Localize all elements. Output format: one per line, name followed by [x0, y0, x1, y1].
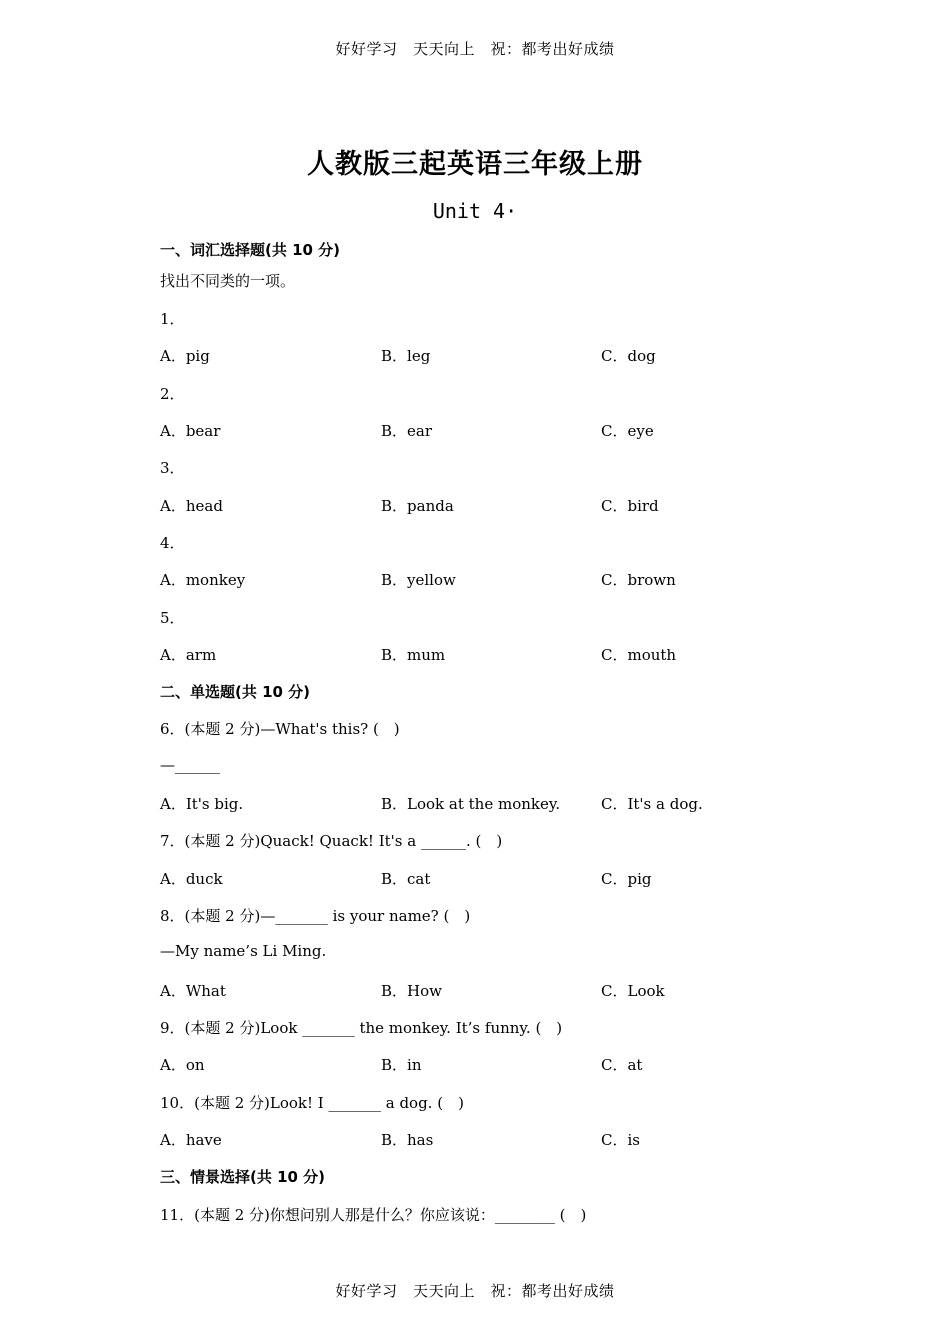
q5-option-a: A．arm	[160, 646, 217, 664]
q5-number: 5．	[160, 609, 185, 627]
q5-option-b: B．mum	[381, 646, 446, 664]
q5-option-c: C．mouth	[601, 646, 677, 664]
q2-number: 2．	[160, 385, 185, 403]
q4-option-b: B．yellow	[381, 571, 456, 589]
section3-heading: 三、情景选择(共 10 分)	[160, 1168, 326, 1186]
q7-option-a: A．duck	[160, 870, 223, 888]
q10-option-c: C．is	[601, 1131, 640, 1149]
q1-number: 1．	[160, 310, 185, 328]
page-footer: 好好学习 天天向上 祝：都考出好成绩	[335, 1282, 615, 1300]
q4-option-c: C．brown	[601, 571, 676, 589]
q1-option-a: A．pig	[160, 347, 210, 365]
q9-option-b: B．in	[381, 1056, 422, 1074]
q9-option-c: C．at	[601, 1056, 643, 1074]
section2-heading: 二、单选题(共 10 分)	[160, 683, 311, 701]
q8-option-b: B．How	[381, 982, 442, 1000]
q6-option-c: C．It's a dog.	[601, 795, 703, 813]
q4-option-a: A．monkey	[160, 571, 246, 589]
q10-option-a: A．have	[160, 1131, 222, 1149]
q4-number: 4．	[160, 534, 185, 552]
page-subtitle: Unit 4·	[432, 199, 518, 223]
q6-answer-line: —______	[160, 756, 220, 774]
q10-option-b: B．has	[381, 1131, 434, 1149]
q3-option-a: A．head	[160, 497, 223, 515]
q9-stem: 9．(本题 2 分)Look _______ the monkey. It’s funny. ( )	[160, 1019, 563, 1037]
q3-option-b: B．panda	[381, 497, 454, 515]
q6-option-b: B．Look at the monkey.	[381, 795, 561, 813]
section1-heading: 一、词汇选择题(共 10 分)	[160, 241, 341, 259]
q1-option-c: C．dog	[601, 347, 656, 365]
q1-option-b: B．leg	[381, 347, 431, 365]
q7-option-c: C．pig	[601, 870, 652, 888]
q8-option-c: C．Look	[601, 982, 665, 1000]
q6-option-a: A．It's big.	[160, 795, 244, 813]
q3-option-c: C．bird	[601, 497, 659, 515]
q10-stem: 10．(本题 2 分)Look! I _______ a dog. ( )	[160, 1094, 464, 1112]
page-title: 人教版三起英语三年级上册	[307, 149, 643, 180]
q8-stem: 8．(本题 2 分)—_______ is your name? ( )	[160, 907, 471, 925]
q7-option-b: B．cat	[381, 870, 431, 888]
q2-option-a: A．bear	[160, 422, 221, 440]
q8-option-a: A．What	[160, 982, 226, 1000]
q3-number: 3．	[160, 459, 185, 477]
section1-instruction: 找出不同类的一项。	[160, 272, 296, 290]
q8-answer-line: —My name’s Li Ming.	[160, 942, 327, 960]
q2-option-b: B．ear	[381, 422, 433, 440]
q2-option-c: C．eye	[601, 422, 654, 440]
q11-stem: 11．(本题 2 分)你想问别人那是什么？你应该说：________ ( )	[160, 1206, 587, 1224]
q9-option-a: A．on	[160, 1056, 205, 1074]
q7-stem: 7．(本题 2 分)Quack! Quack! It's a ______. ( )	[160, 832, 503, 850]
page-header: 好好学习 天天向上 祝：都考出好成绩	[335, 40, 615, 58]
q6-stem: 6．(本题 2 分)—What's this? ( )	[160, 720, 400, 738]
